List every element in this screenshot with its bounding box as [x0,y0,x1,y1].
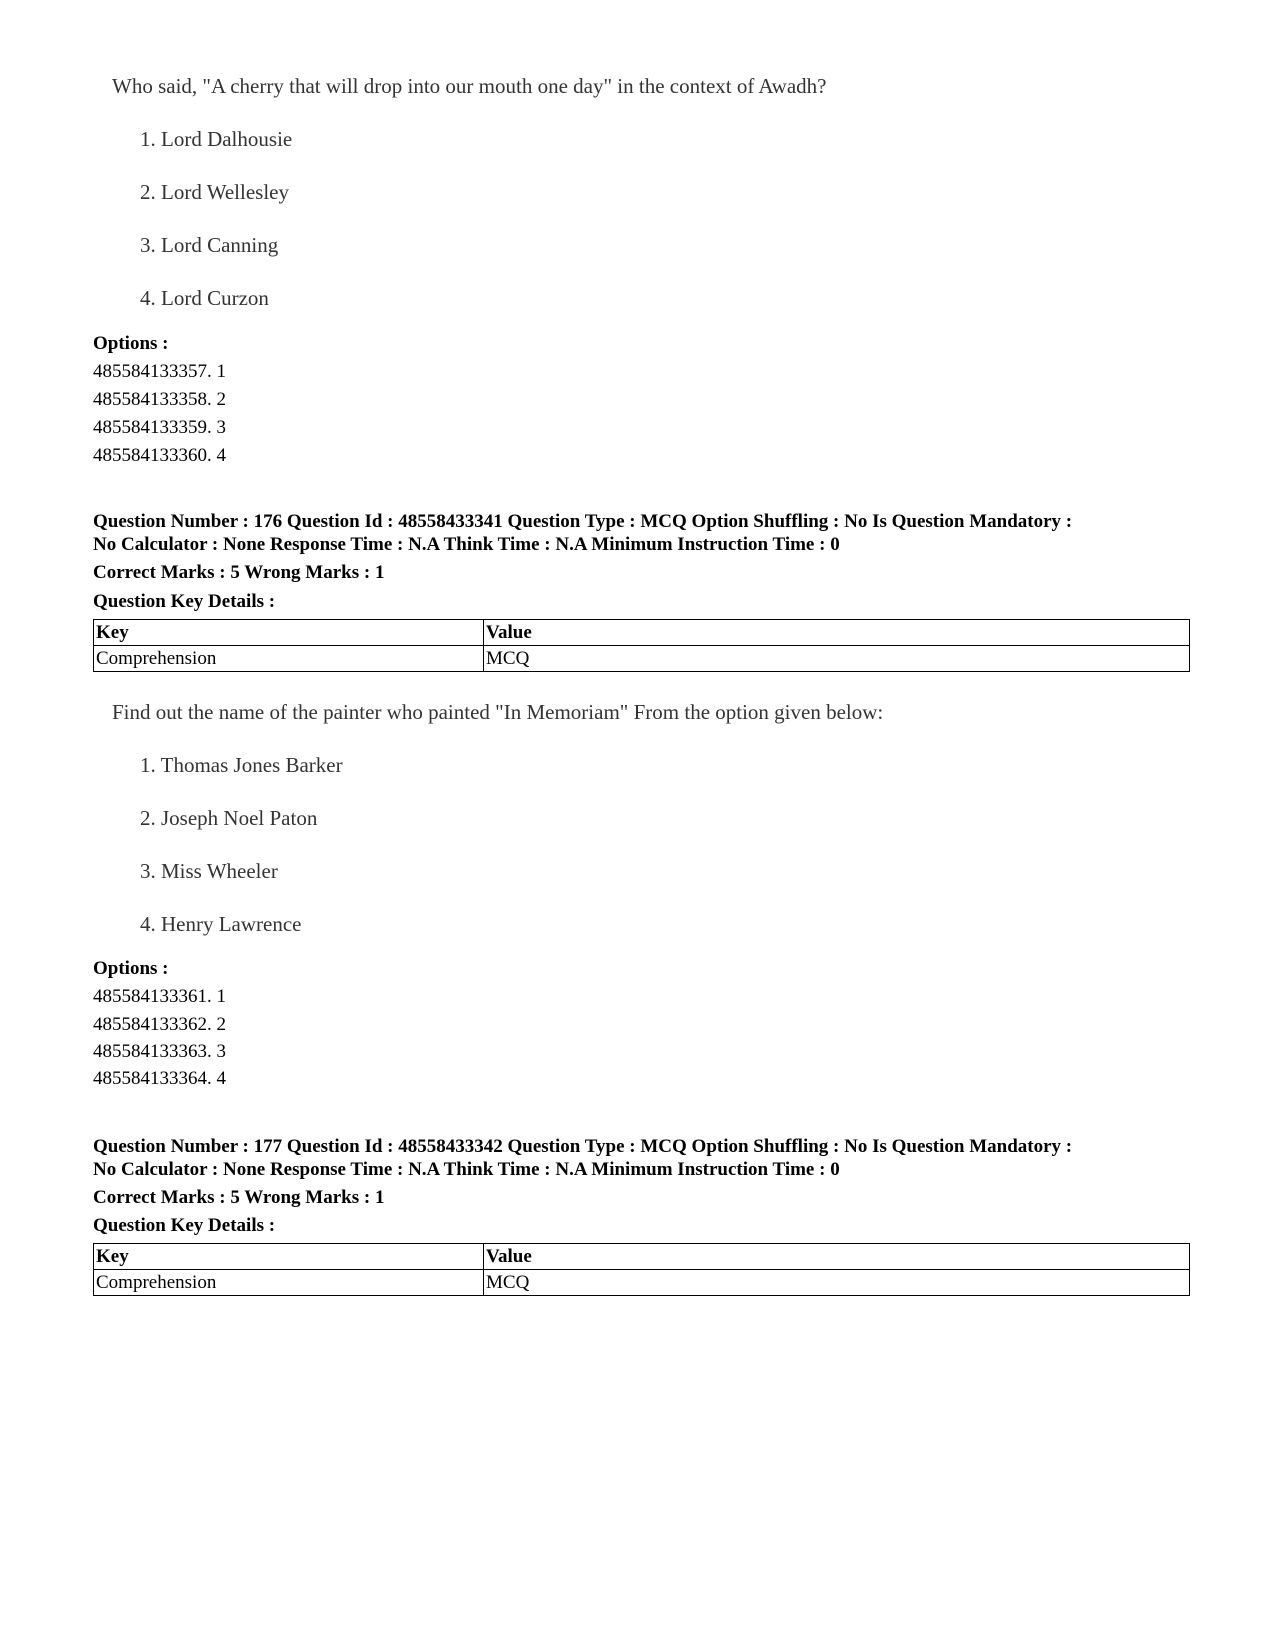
table-row [94,646,1190,672]
question-key-details-label: Question Key Details : [93,1215,276,1236]
table-row [94,1270,1190,1296]
option-id-line: 485584133358. 2 [93,389,226,410]
question-meta-line: Question Number : 177 Question Id : 48558433342 Question Type : MCQ Option Shuffling : No Is Question Mandatory : [93,1136,1073,1157]
table-header-value: Value [484,620,1190,646]
table-header-row [94,1244,1190,1270]
answer-choice: 1. Lord Dalhousie [140,127,293,151]
option-id-line: 485584133363. 3 [93,1041,226,1062]
table-cell-value: MCQ [484,1270,1190,1296]
table-cell-value: MCQ [484,646,1190,672]
option-id-line: 485584133357. 1 [93,361,226,382]
answer-choice: 4. Lord Curzon [140,286,269,310]
option-id-line: 485584133359. 3 [93,417,226,438]
question-key-details-label: Question Key Details : [93,591,276,612]
question-text: Who said, "A cherry that will drop into our mouth one day" in the context of Awadh? [112,74,827,98]
option-id-line: 485584133364. 4 [93,1068,226,1089]
question-marks: Correct Marks : 5 Wrong Marks : 1 [93,562,385,583]
question-meta-line: No Calculator : None Response Time : N.A Think Time : N.A Minimum Instruction Time : 0 [93,1159,840,1180]
options-heading: Options : [93,958,169,979]
table-header-key: Key [94,1244,484,1270]
question-marks: Correct Marks : 5 Wrong Marks : 1 [93,1187,385,1208]
table-header-value: Value [484,1244,1190,1270]
option-id-line: 485584133361. 1 [93,986,226,1007]
answer-choice: 2. Joseph Noel Paton [140,806,318,830]
answer-choice: 3. Lord Canning [140,233,279,257]
question-key-table [93,619,1190,672]
question-meta-line: Question Number : 176 Question Id : 48558433341 Question Type : MCQ Option Shuffling : No Is Question Mandatory : [93,511,1073,532]
answer-choice: 1. Thomas Jones Barker [140,753,343,777]
answer-choice: 4. Henry Lawrence [140,912,302,936]
question-text: Find out the name of the painter who painted "In Memoriam" From the option given below: [112,700,884,724]
answer-choice: 2. Lord Wellesley [140,180,289,204]
option-id-line: 485584133362. 2 [93,1014,226,1035]
table-cell-key: Comprehension [94,1270,484,1296]
question-key-table [93,1243,1190,1296]
table-header-key: Key [94,620,484,646]
options-heading: Options : [93,333,169,354]
table-header-row [94,620,1190,646]
table-cell-key: Comprehension [94,646,484,672]
question-meta-line: No Calculator : None Response Time : N.A Think Time : N.A Minimum Instruction Time : 0 [93,534,840,555]
answer-choice: 3. Miss Wheeler [140,859,278,883]
option-id-line: 485584133360. 4 [93,445,226,466]
